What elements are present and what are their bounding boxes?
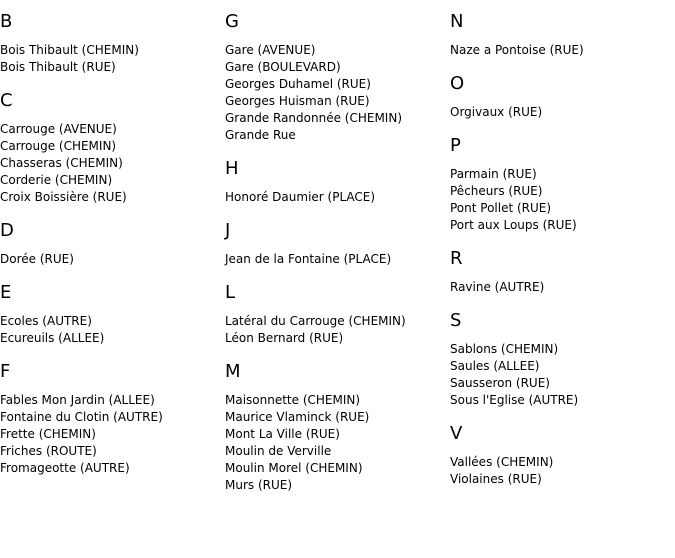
street-link[interactable]: Murs (RUE) (225, 478, 293, 492)
street-link[interactable]: Ecoles (AUTRE) (0, 314, 92, 328)
letter-group-v (450, 423, 670, 488)
letter-group-o (450, 73, 670, 121)
street-link[interactable]: Sausseron (RUE) (450, 376, 550, 390)
street-link[interactable]: Sous l'Eglise (AUTRE) (450, 393, 579, 407)
letter-group-g (225, 11, 445, 144)
letter-heading-h: H (225, 158, 239, 179)
letter-group-m (225, 361, 445, 494)
letter-heading-p: P (450, 135, 461, 156)
street-link[interactable]: Croix Boissière (RUE) (0, 190, 127, 204)
letter-heading-g: G (225, 11, 239, 32)
street-link[interactable]: Moulin de Verville (225, 444, 332, 458)
street-link[interactable]: Mont La Ville (RUE) (225, 427, 340, 441)
street-link[interactable]: Saules (ALLEE) (450, 359, 540, 373)
street-link[interactable]: Sablons (CHEMIN) (450, 342, 559, 356)
letter-heading-j: J (225, 220, 231, 241)
street-link[interactable]: Violaines (RUE) (450, 472, 542, 486)
street-link[interactable]: Fontaine du Clotin (AUTRE) (0, 410, 163, 424)
street-link[interactable]: Georges Huisman (RUE) (225, 94, 370, 108)
street-link[interactable]: Fables Mon Jardin (ALLEE) (0, 393, 155, 407)
letter-group-n (450, 11, 670, 59)
street-link[interactable]: Orgivaux (RUE) (450, 105, 543, 119)
street-link[interactable]: Corderie (CHEMIN) (0, 173, 113, 187)
letter-group-c (0, 90, 220, 206)
letter-heading-o: O (450, 73, 465, 94)
street-link[interactable]: Carrouge (CHEMIN) (0, 139, 117, 153)
letter-group-f (0, 361, 220, 477)
letter-heading-c: C (0, 90, 13, 111)
street-link[interactable]: Parmain (RUE) (450, 167, 537, 181)
letter-heading-v: V (450, 423, 463, 444)
street-link[interactable]: Georges Duhamel (RUE) (225, 77, 371, 91)
letter-group-r (450, 248, 670, 296)
letter-heading-f: F (0, 361, 11, 382)
street-link[interactable]: Léon Bernard (RUE) (225, 331, 344, 345)
letter-group-b (0, 11, 220, 76)
street-link[interactable]: Vallées (CHEMIN) (450, 455, 554, 469)
street-link[interactable]: Frette (CHEMIN) (0, 427, 96, 441)
street-link[interactable]: Fromageotte (AUTRE) (0, 461, 130, 475)
letter-heading-m: M (225, 361, 241, 382)
street-link[interactable]: Maisonnette (CHEMIN) (225, 393, 361, 407)
letter-heading-b: B (0, 11, 13, 32)
letter-heading-s: S (450, 310, 462, 331)
street-link[interactable]: Bois Thibault (RUE) (0, 60, 116, 74)
letter-group-j (225, 220, 445, 268)
letter-group-e (0, 282, 220, 347)
letter-heading-r: R (450, 248, 463, 269)
letter-heading-n: N (450, 11, 464, 32)
street-link[interactable]: Grande Randonnée (CHEMIN) (225, 111, 403, 125)
letter-group-l (225, 282, 445, 347)
street-link[interactable]: Latéral du Carrouge (CHEMIN) (225, 314, 406, 328)
street-link[interactable]: Naze a Pontoise (RUE) (450, 43, 584, 57)
letter-heading-l: L (225, 282, 236, 303)
street-link[interactable]: Jean de la Fontaine (PLACE) (225, 252, 392, 266)
street-link[interactable]: Carrouge (AVENUE) (0, 122, 117, 136)
letter-heading-d: D (0, 220, 14, 241)
street-link[interactable]: Maurice Vlaminck (RUE) (225, 410, 370, 424)
street-link[interactable]: Gare (AVENUE) (225, 43, 316, 57)
street-link[interactable]: Gare (BOULEVARD) (225, 60, 341, 74)
letter-group-p (450, 135, 670, 234)
street-link[interactable]: Moulin Morel (CHEMIN) (225, 461, 363, 475)
street-link[interactable]: Honoré Daumier (PLACE) (225, 190, 376, 204)
letter-group-h (225, 158, 445, 206)
letter-heading-e: E (0, 282, 12, 303)
street-link[interactable]: Port aux Loups (RUE) (450, 218, 577, 232)
street-link[interactable]: Chasseras (CHEMIN) (0, 156, 123, 170)
street-link[interactable]: Friches (ROUTE) (0, 444, 97, 458)
street-link[interactable]: Ecureuils (ALLEE) (0, 331, 105, 345)
street-index-column-2 (225, 0, 445, 508)
street-link[interactable]: Pêcheurs (RUE) (450, 184, 543, 198)
street-link[interactable]: Pont Pollet (RUE) (450, 201, 552, 215)
street-link[interactable]: Bois Thibault (CHEMIN) (0, 43, 139, 57)
street-link[interactable]: Grande Rue (225, 128, 296, 142)
street-link[interactable]: Ravine (AUTRE) (450, 280, 545, 294)
letter-group-d (0, 220, 220, 268)
street-index-column-3 (450, 0, 670, 502)
letter-group-s (450, 310, 670, 409)
street-index-column-1 (0, 0, 220, 491)
street-link[interactable]: Dorée (RUE) (0, 252, 74, 266)
